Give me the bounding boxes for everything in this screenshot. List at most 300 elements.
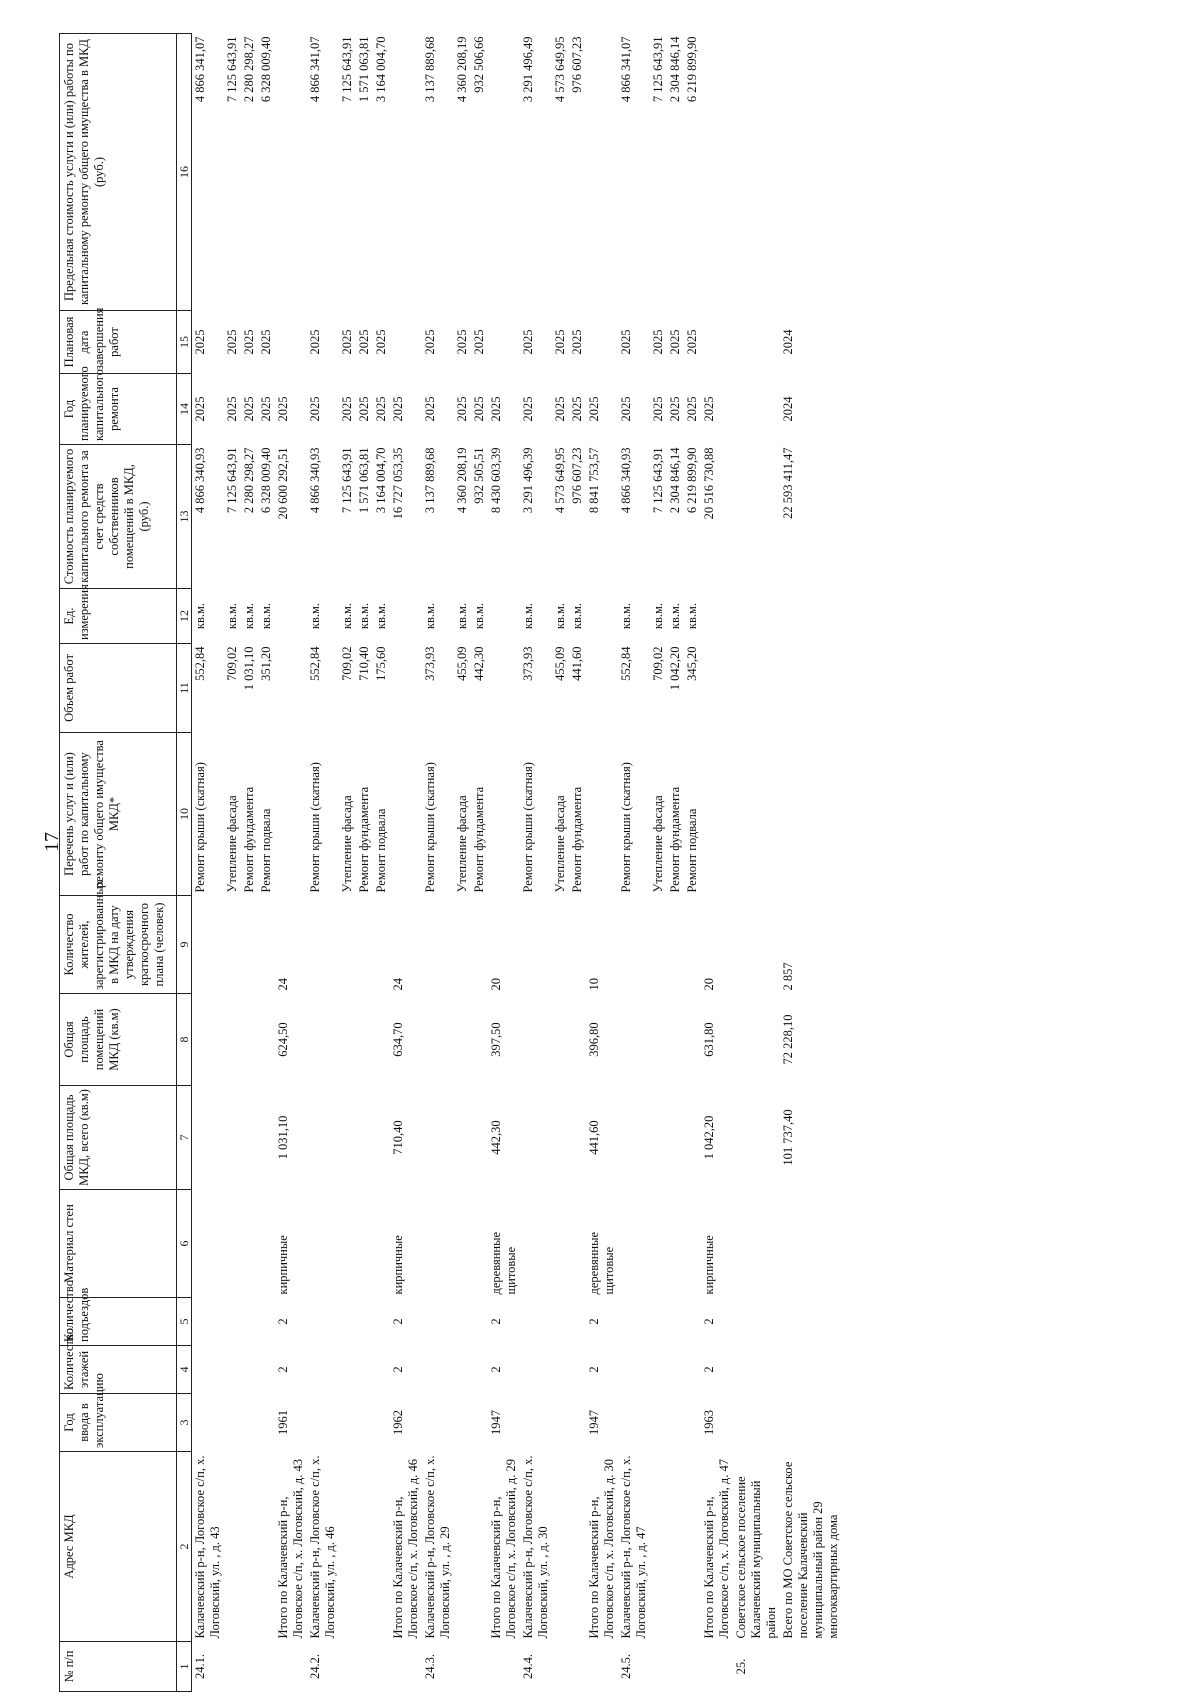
cell-year: 2025	[423, 396, 437, 422]
column-header: Материал стен	[60, 1190, 177, 1298]
cell-res: 20	[702, 978, 716, 991]
cell-res	[552, 896, 569, 994]
cell-walls	[192, 1190, 225, 1298]
cell-max: 4 866 341,07	[193, 36, 207, 103]
cell-year: 2025	[374, 396, 388, 422]
cell-unit: кв.м.	[374, 602, 388, 630]
cell-res: 20	[489, 978, 503, 991]
cell-addr: Итого по Калачевский р-н, Логовское с/п, х. Логовский, д. 30	[587, 1458, 616, 1639]
cell-area	[684, 1086, 701, 1190]
cell-unit: кв.м.	[193, 602, 207, 630]
column-number: 5	[177, 1298, 192, 1346]
cell-built	[569, 1394, 586, 1452]
cell-floors	[667, 1346, 684, 1394]
cell-area	[733, 1086, 780, 1190]
cell-year: 2025	[225, 396, 239, 422]
cell-area	[307, 1086, 339, 1190]
cell-area	[471, 1086, 488, 1190]
cell-walls	[241, 1190, 258, 1298]
cell-area2	[241, 994, 258, 1086]
cell-year: 2025	[570, 396, 584, 422]
column-number: 10	[177, 733, 192, 896]
cell-built	[224, 1394, 241, 1452]
cell-cost: 4 866 340,93	[619, 447, 633, 514]
cell-max: 1 571 063,81	[357, 36, 371, 103]
cell-work	[780, 733, 842, 896]
cell-end: 2025	[651, 329, 665, 355]
cell-floors	[780, 1346, 842, 1394]
cell-year: 2025	[308, 396, 322, 422]
cell-res	[733, 896, 780, 994]
table-row	[520, 34, 552, 1692]
cell-built	[618, 1394, 650, 1452]
cell-unit: кв.м.	[521, 602, 535, 630]
cell-walls	[520, 1190, 552, 1298]
cell-vol: 1 042,20	[668, 646, 682, 691]
cell-cost: 7 125 643,91	[340, 447, 354, 514]
cell-cost: 6 219 899,90	[685, 447, 699, 514]
cell-num	[241, 1642, 258, 1692]
cell-work: Ремонт крыши (скатная)	[193, 762, 207, 893]
cell-area2: 72 228,10	[781, 1014, 795, 1065]
cell-num	[569, 1642, 586, 1692]
cell-work	[275, 733, 307, 896]
cell-area	[224, 1086, 241, 1190]
column-number: 8	[177, 994, 192, 1086]
cell-max: 3 137 889,68	[423, 36, 437, 103]
cell-unit: кв.м.	[570, 602, 584, 630]
cell-area	[258, 1086, 275, 1190]
cell-res	[454, 896, 471, 994]
cell-cost: 7 125 643,91	[225, 447, 239, 514]
cell-max: 4 360 208,19	[455, 36, 469, 103]
cell-addr	[471, 1452, 488, 1642]
cell-area	[667, 1086, 684, 1190]
cell-floors	[520, 1346, 552, 1394]
cell-end: 2025	[225, 329, 239, 355]
cell-entr	[454, 1298, 471, 1346]
cell-walls	[373, 1190, 390, 1298]
cell-addr	[258, 1452, 275, 1642]
cell-area2	[356, 994, 373, 1086]
cell-work	[488, 733, 520, 896]
cell-built	[356, 1394, 373, 1452]
cell-built	[733, 1394, 780, 1452]
cell-entr	[422, 1298, 454, 1346]
cell-area	[422, 1086, 454, 1190]
cell-max: 2 304 846,14	[668, 36, 682, 103]
cell-entr: 2	[702, 1318, 716, 1325]
cell-built: 1962	[391, 1410, 405, 1435]
cell-addr: Калачевский р-н, Логовское с/п, х. Логовский, ул. , д. 30	[521, 1455, 550, 1639]
cell-area2: 631,80	[702, 1022, 716, 1057]
cell-end: 2025	[472, 329, 486, 355]
cell-addr: Итого по Калачевский р-н, Логовское с/п, х. Логовский, д. 46	[391, 1458, 420, 1639]
cell-num	[471, 1642, 488, 1692]
cell-res: 2 857	[781, 962, 795, 991]
cell-walls: кирпичные	[391, 1235, 405, 1295]
cell-year: 2025	[651, 396, 665, 422]
cell-floors	[339, 1346, 356, 1394]
cell-entr	[224, 1298, 241, 1346]
cell-built	[471, 1394, 488, 1452]
cell-unit: кв.м.	[651, 602, 665, 630]
cell-max: 7 125 643,91	[225, 36, 239, 103]
cell-area2	[684, 994, 701, 1086]
cell-area2	[192, 994, 225, 1086]
cell-cost: 3 137 889,68	[423, 447, 437, 514]
cell-year	[733, 374, 780, 445]
cell-end	[733, 311, 780, 374]
cell-addr	[684, 1452, 701, 1642]
cell-end: 2025	[374, 329, 388, 355]
cell-cost: 2 304 846,14	[668, 447, 682, 514]
column-number: 2	[177, 1452, 192, 1642]
cell-end: 2025	[259, 329, 273, 355]
cell-res	[471, 896, 488, 994]
cell-unit: кв.м.	[668, 602, 682, 630]
cell-work: Ремонт крыши (скатная)	[619, 762, 633, 893]
cell-cost: 7 125 643,91	[651, 447, 665, 514]
cell-res	[356, 896, 373, 994]
cell-max	[390, 34, 422, 311]
cell-year: 2025	[702, 396, 716, 422]
cell-max: 6 328 009,40	[259, 36, 273, 103]
cell-floors	[650, 1346, 667, 1394]
cell-year: 2025	[193, 396, 207, 422]
cell-max: 3 291 496,49	[521, 36, 535, 103]
cell-work: Утепление фасада	[553, 795, 567, 893]
cell-floors	[224, 1346, 241, 1394]
cell-built	[373, 1394, 390, 1452]
cell-end	[275, 311, 307, 374]
cell-vol	[733, 644, 780, 733]
cell-entr: 2	[391, 1318, 405, 1325]
cell-floors: 2	[391, 1366, 405, 1373]
column-header: Количество этажей	[60, 1346, 177, 1394]
cell-entr	[569, 1298, 586, 1346]
column-number: 16	[177, 34, 192, 311]
cell-num	[390, 1642, 422, 1692]
cell-area2	[224, 994, 241, 1086]
cell-floors	[356, 1346, 373, 1394]
cell-vol	[586, 644, 618, 733]
cell-year: 2025	[521, 396, 535, 422]
cell-work: Ремонт подвала	[259, 808, 273, 893]
cell-res	[339, 896, 356, 994]
cell-built	[192, 1394, 225, 1452]
column-number: 11	[177, 644, 192, 733]
cell-unit: кв.м.	[455, 602, 469, 630]
cell-max: 932 506,66	[472, 36, 486, 93]
cell-max: 7 125 643,91	[340, 36, 354, 103]
cell-num	[224, 1642, 241, 1692]
cell-vol: 442,30	[472, 646, 486, 681]
cell-work: Ремонт крыши (скатная)	[308, 762, 322, 893]
cell-area	[552, 1086, 569, 1190]
cell-unit	[488, 589, 520, 644]
cell-cost: 3 291 496,39	[521, 447, 535, 514]
cell-end: 2025	[193, 329, 207, 355]
cell-built	[339, 1394, 356, 1452]
cell-work: Утепление фасада	[455, 795, 469, 893]
cell-year: 2025	[553, 396, 567, 422]
table-row	[275, 34, 307, 1692]
cell-floors	[569, 1346, 586, 1394]
cell-vol	[780, 644, 842, 733]
cell-unit: кв.м.	[340, 602, 354, 630]
cell-entr	[684, 1298, 701, 1346]
cell-walls	[618, 1190, 650, 1298]
cell-unit	[390, 589, 422, 644]
cell-built	[307, 1394, 339, 1452]
cell-built	[422, 1394, 454, 1452]
table-row	[422, 34, 454, 1692]
cell-walls: деревянные щитовые	[489, 1231, 518, 1295]
cell-addr: Итого по Калачевский р-н, Логовское с/п, х. Логовский, д. 47	[702, 1458, 731, 1639]
cell-num: 25.	[734, 1658, 748, 1675]
cell-vol: 709,02	[340, 646, 354, 681]
column-header: Адрес МКД	[60, 1452, 177, 1642]
cell-res	[618, 896, 650, 994]
cell-unit	[586, 589, 618, 644]
column-header: Общая площадь помещений МКД (кв.м)	[60, 994, 177, 1086]
cell-area2	[667, 994, 684, 1086]
cell-area: 710,40	[391, 1120, 405, 1155]
cell-addr: Итого по Калачевский р-н, Логовское с/п, х. Логовский, д. 29	[489, 1458, 518, 1639]
cell-built	[520, 1394, 552, 1452]
cell-walls: кирпичные	[276, 1235, 290, 1295]
cell-walls	[454, 1190, 471, 1298]
cell-addr	[241, 1452, 258, 1642]
cell-work: Ремонт фундамента	[357, 786, 371, 893]
cell-vol: 373,93	[521, 646, 535, 681]
cell-vol: 552,84	[308, 646, 322, 681]
cell-cost	[733, 445, 780, 589]
cell-area2	[618, 994, 650, 1086]
cell-vol: 710,40	[357, 646, 371, 681]
column-header: Предельная стоимость услуги и (или) работы по капитальному ремонту общего имущества в МКД (руб.)	[60, 34, 177, 311]
cell-max	[701, 34, 733, 311]
cell-area	[569, 1086, 586, 1190]
cell-vol: 345,20	[685, 646, 699, 681]
cell-cost: 8 430 603,39	[489, 447, 503, 514]
cell-entr: 2	[489, 1318, 503, 1325]
cell-res	[684, 896, 701, 994]
cell-unit: кв.м.	[259, 602, 273, 630]
cell-max: 4 866 341,07	[619, 36, 633, 103]
cell-floors	[618, 1346, 650, 1394]
cell-floors	[258, 1346, 275, 1394]
column-number: 1	[177, 1642, 192, 1692]
cell-entr	[307, 1298, 339, 1346]
cell-res	[224, 896, 241, 994]
cell-end	[488, 311, 520, 374]
cell-area	[356, 1086, 373, 1190]
table-row	[373, 34, 390, 1692]
cell-num	[356, 1642, 373, 1692]
cell-max	[275, 34, 307, 311]
cell-num	[684, 1642, 701, 1692]
cell-addr: Советское сельское поселение Калачевский муниципальный район	[734, 1476, 778, 1639]
column-number: 14	[177, 374, 192, 445]
cell-end	[586, 311, 618, 374]
cell-built: 1961	[276, 1410, 290, 1435]
cell-floors	[192, 1346, 225, 1394]
column-number: 12	[177, 589, 192, 644]
column-header: Год планируемого капитального ремонта	[60, 374, 177, 445]
cell-floors	[733, 1346, 780, 1394]
cell-built	[454, 1394, 471, 1452]
cell-walls	[258, 1190, 275, 1298]
cell-end: 2025	[308, 329, 322, 355]
cell-area2	[733, 994, 780, 1086]
cell-entr	[733, 1298, 780, 1346]
cell-floors	[454, 1346, 471, 1394]
table-row	[618, 34, 650, 1692]
cell-res	[258, 896, 275, 994]
cell-floors	[241, 1346, 258, 1394]
cell-unit: кв.м.	[357, 602, 371, 630]
cell-vol: 455,09	[553, 646, 567, 681]
cell-res	[650, 896, 667, 994]
cell-res	[307, 896, 339, 994]
cell-work	[390, 733, 422, 896]
cell-res	[192, 896, 225, 994]
table-row	[258, 34, 275, 1692]
cell-entr	[780, 1298, 842, 1346]
cell-area: 442,30	[489, 1120, 503, 1155]
cell-area: 101 737,40	[781, 1109, 795, 1166]
cell-work: Утепление фасада	[225, 795, 239, 893]
cell-unit	[701, 589, 733, 644]
cell-cost: 4 573 649,95	[553, 447, 567, 514]
cell-num	[339, 1642, 356, 1692]
cell-built	[780, 1394, 842, 1452]
cell-floors	[471, 1346, 488, 1394]
cell-num	[373, 1642, 390, 1692]
cell-area	[241, 1086, 258, 1190]
cell-num: 24.2.	[308, 1654, 322, 1679]
cell-addr: Калачевский р-н, Логовское с/п, х. Логовский, ул. , д. 47	[619, 1455, 648, 1639]
cell-year: 2025	[340, 396, 354, 422]
table-row	[356, 34, 373, 1692]
cell-year: 2025	[668, 396, 682, 422]
cell-num	[275, 1642, 307, 1692]
cell-built	[684, 1394, 701, 1452]
cell-vol	[701, 644, 733, 733]
table-row	[454, 34, 471, 1692]
cell-area	[618, 1086, 650, 1190]
cell-walls	[422, 1190, 454, 1298]
cell-cost: 4 866 340,93	[308, 447, 322, 514]
cell-area2: 624,50	[276, 1022, 290, 1057]
cell-end: 2025	[553, 329, 567, 355]
cell-area2	[258, 994, 275, 1086]
cell-cost: 22 593 411,47	[781, 447, 795, 519]
cell-unit: кв.м.	[308, 602, 322, 630]
cell-entr	[471, 1298, 488, 1346]
column-number: 15	[177, 311, 192, 374]
cell-area2	[422, 994, 454, 1086]
cell-work: Ремонт фундамента	[570, 786, 584, 893]
cell-vol: 552,84	[193, 646, 207, 681]
table-row	[471, 34, 488, 1692]
cell-area	[192, 1086, 225, 1190]
cell-work	[586, 733, 618, 896]
cell-vol: 1 031,10	[242, 646, 256, 691]
cell-built: 1963	[702, 1410, 716, 1435]
cell-walls	[650, 1190, 667, 1298]
column-header: Общая площадь МКД, всего (кв.м)	[60, 1086, 177, 1190]
cell-year: 2025	[357, 396, 371, 422]
cell-cost: 16 727 053,35	[391, 447, 405, 520]
cell-num: 24.5.	[619, 1654, 633, 1679]
cell-num: 24.3.	[423, 1654, 437, 1679]
cell-unit	[275, 589, 307, 644]
cell-unit	[780, 589, 842, 644]
cell-end: 2025	[619, 329, 633, 355]
cell-num	[586, 1642, 618, 1692]
cell-area2	[552, 994, 569, 1086]
cell-work: Ремонт крыши (скатная)	[521, 762, 535, 893]
cell-res: 10	[587, 978, 601, 991]
cell-max: 3 164 004,70	[374, 36, 388, 103]
cell-area2	[520, 994, 552, 1086]
cell-addr	[667, 1452, 684, 1642]
cell-area	[373, 1086, 390, 1190]
table-row	[684, 34, 701, 1692]
table-row	[650, 34, 667, 1692]
cell-addr	[224, 1452, 241, 1642]
table-row	[733, 34, 780, 1692]
cell-cost: 976 607,23	[570, 447, 584, 504]
column-number: 7	[177, 1086, 192, 1190]
column-number-row	[177, 34, 192, 1692]
cell-entr	[667, 1298, 684, 1346]
cell-addr: Итого по Калачевский р-н, Логовское с/п, х. Логовский, д. 43	[276, 1458, 305, 1639]
cell-vol: 709,02	[225, 646, 239, 681]
cell-floors: 2	[702, 1366, 716, 1373]
cell-unit: кв.м.	[472, 602, 486, 630]
cell-area2	[307, 994, 339, 1086]
column-number: 13	[177, 445, 192, 589]
cell-max: 6 219 899,90	[685, 36, 699, 103]
cell-addr	[373, 1452, 390, 1642]
cell-num	[258, 1642, 275, 1692]
capital-repair-plan-table	[59, 33, 842, 1692]
cell-unit: кв.м.	[225, 602, 239, 630]
cell-cost: 1 571 063,81	[357, 447, 371, 514]
cell-year: 2025	[259, 396, 273, 422]
cell-area2: 396,80	[587, 1022, 601, 1057]
cell-work	[701, 733, 733, 896]
cell-addr	[569, 1452, 586, 1642]
cell-built	[258, 1394, 275, 1452]
cell-end: 2025	[357, 329, 371, 355]
cell-built	[667, 1394, 684, 1452]
table-row	[224, 34, 241, 1692]
column-header: Плановая дата завершения работ	[60, 311, 177, 374]
column-number: 6	[177, 1190, 192, 1298]
cell-vol: 455,09	[455, 646, 469, 681]
column-header: Год ввода в эксплуатацию	[60, 1394, 177, 1452]
cell-cost: 4 866 340,93	[193, 447, 207, 514]
cell-entr	[650, 1298, 667, 1346]
cell-vol	[488, 644, 520, 733]
cell-work: Ремонт подвала	[685, 808, 699, 893]
cell-built: 1947	[587, 1410, 601, 1435]
